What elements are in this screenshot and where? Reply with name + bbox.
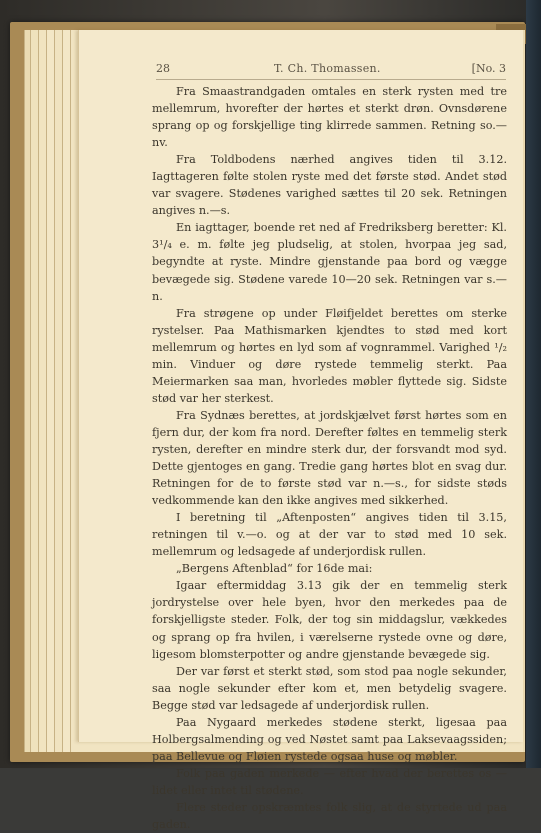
paragraph: Flere steder opskræmtes folk slig, at de styrtede ud paa gaden. (152, 800, 507, 832)
paragraph: Fra strøgene op under Fløifjeldet berettes om sterke rystelser. Paa Mathismarken kjendtes to stød med kort mellemrum og hørtes en lyd som af vognrammel. Varighed ¹/₂ min. Vinduer og døre rystede temmelig sterkt. Paa Meiermarken saa man, hvorledes møbler flyttede sig. Sidste stød var her sterkest. (152, 306, 507, 405)
paragraph: Fra Smaastrandgaden omtales en sterk rysten med tre mellemrum, hvorefter der hørtes et sterkt drøn. Ovnsdørene sprang op og forskjellige ting klirrede sammen. Retning so.—nv. (152, 85, 507, 150)
paragraph: Fra Sydnæs berettes, at jordskjælvet først hørtes som en fjern dur, der kom fra nord. Derefter føltes en temmelig sterk rysten, derefter en mindre sterk dur, der forsvandt mod syd. Dette gjentoges en gang. Tredie gang hørtes blot en svag dur. Retningen for de to første stød var n.—s., for sidste støds vedkommende kan den ikke angives med sikkerhed. (152, 408, 507, 508)
background-strip (526, 0, 541, 768)
paragraph: Der var først et sterkt stød, som stod paa nogle sekunder, saa nogle sekunder efter kom et, men betydelig svagere. Begge stød var ledsagede af underjordisk rullen. (152, 664, 507, 712)
running-header (156, 62, 506, 78)
paragraph: En iagttager, boende ret ned af Fredriksberg beretter: Kl. 3¹/₄ e. m. følte jeg pludselig, at stolen, hvorpaa jeg sad, begyndte at ryste. Mindre gjenstande paa bord og vægge bevægede sig. Stødene varede 10—20 sek. Retningen var s.—n. (152, 221, 507, 303)
paragraph: Paa Nygaard merkedes stødene sterkt, ligesaa paa Holbergsalmending og ved Nøstet samt paa Laksevaagssiden; paa Bellevue og Fløien rystede ogsaa huse og møbler. (152, 715, 507, 763)
running-title: T. Ch. Thomassen. (274, 62, 381, 75)
body-text (152, 83, 507, 833)
page-number: 28 (156, 62, 170, 75)
header-rule (156, 79, 506, 80)
paragraph: Folk paa gaden merkede — efter hvad der berettes os — lidet eller intet til stødene. (152, 766, 507, 797)
paragraph: I beretning til „Aftenposten“ angives tiden til 3.15, retningen til v.—o. og at der var to stød med 10 sek. mellemrum og ledsagede af underjordisk rullen. (152, 511, 507, 559)
paragraph: Fra Toldbodens nærhed angives tiden til 3.12. Iagttageren følte stolen ryste med det første stød. Andet stød var svagere. Stødenes varighed sættes til 20 sek. Retningen angives n.—s. (152, 153, 507, 218)
issue-number: [No. 3 (471, 62, 506, 75)
paragraph: Igaar eftermiddag 3.13 gik der en temmelig sterk jordrystelse over hele byen, hvor den merkedes paa de forskjelligste steder. Folk, der tog sin middagslur, vækkedes og sprang op fra hvilen, i værelserne rystede ovne og døre, ligesom blomsterpotter og andre gjenstande bevægede sig. (152, 579, 507, 661)
paragraph: „Bergens Aftenblad“ for 16de mai: (176, 562, 373, 576)
